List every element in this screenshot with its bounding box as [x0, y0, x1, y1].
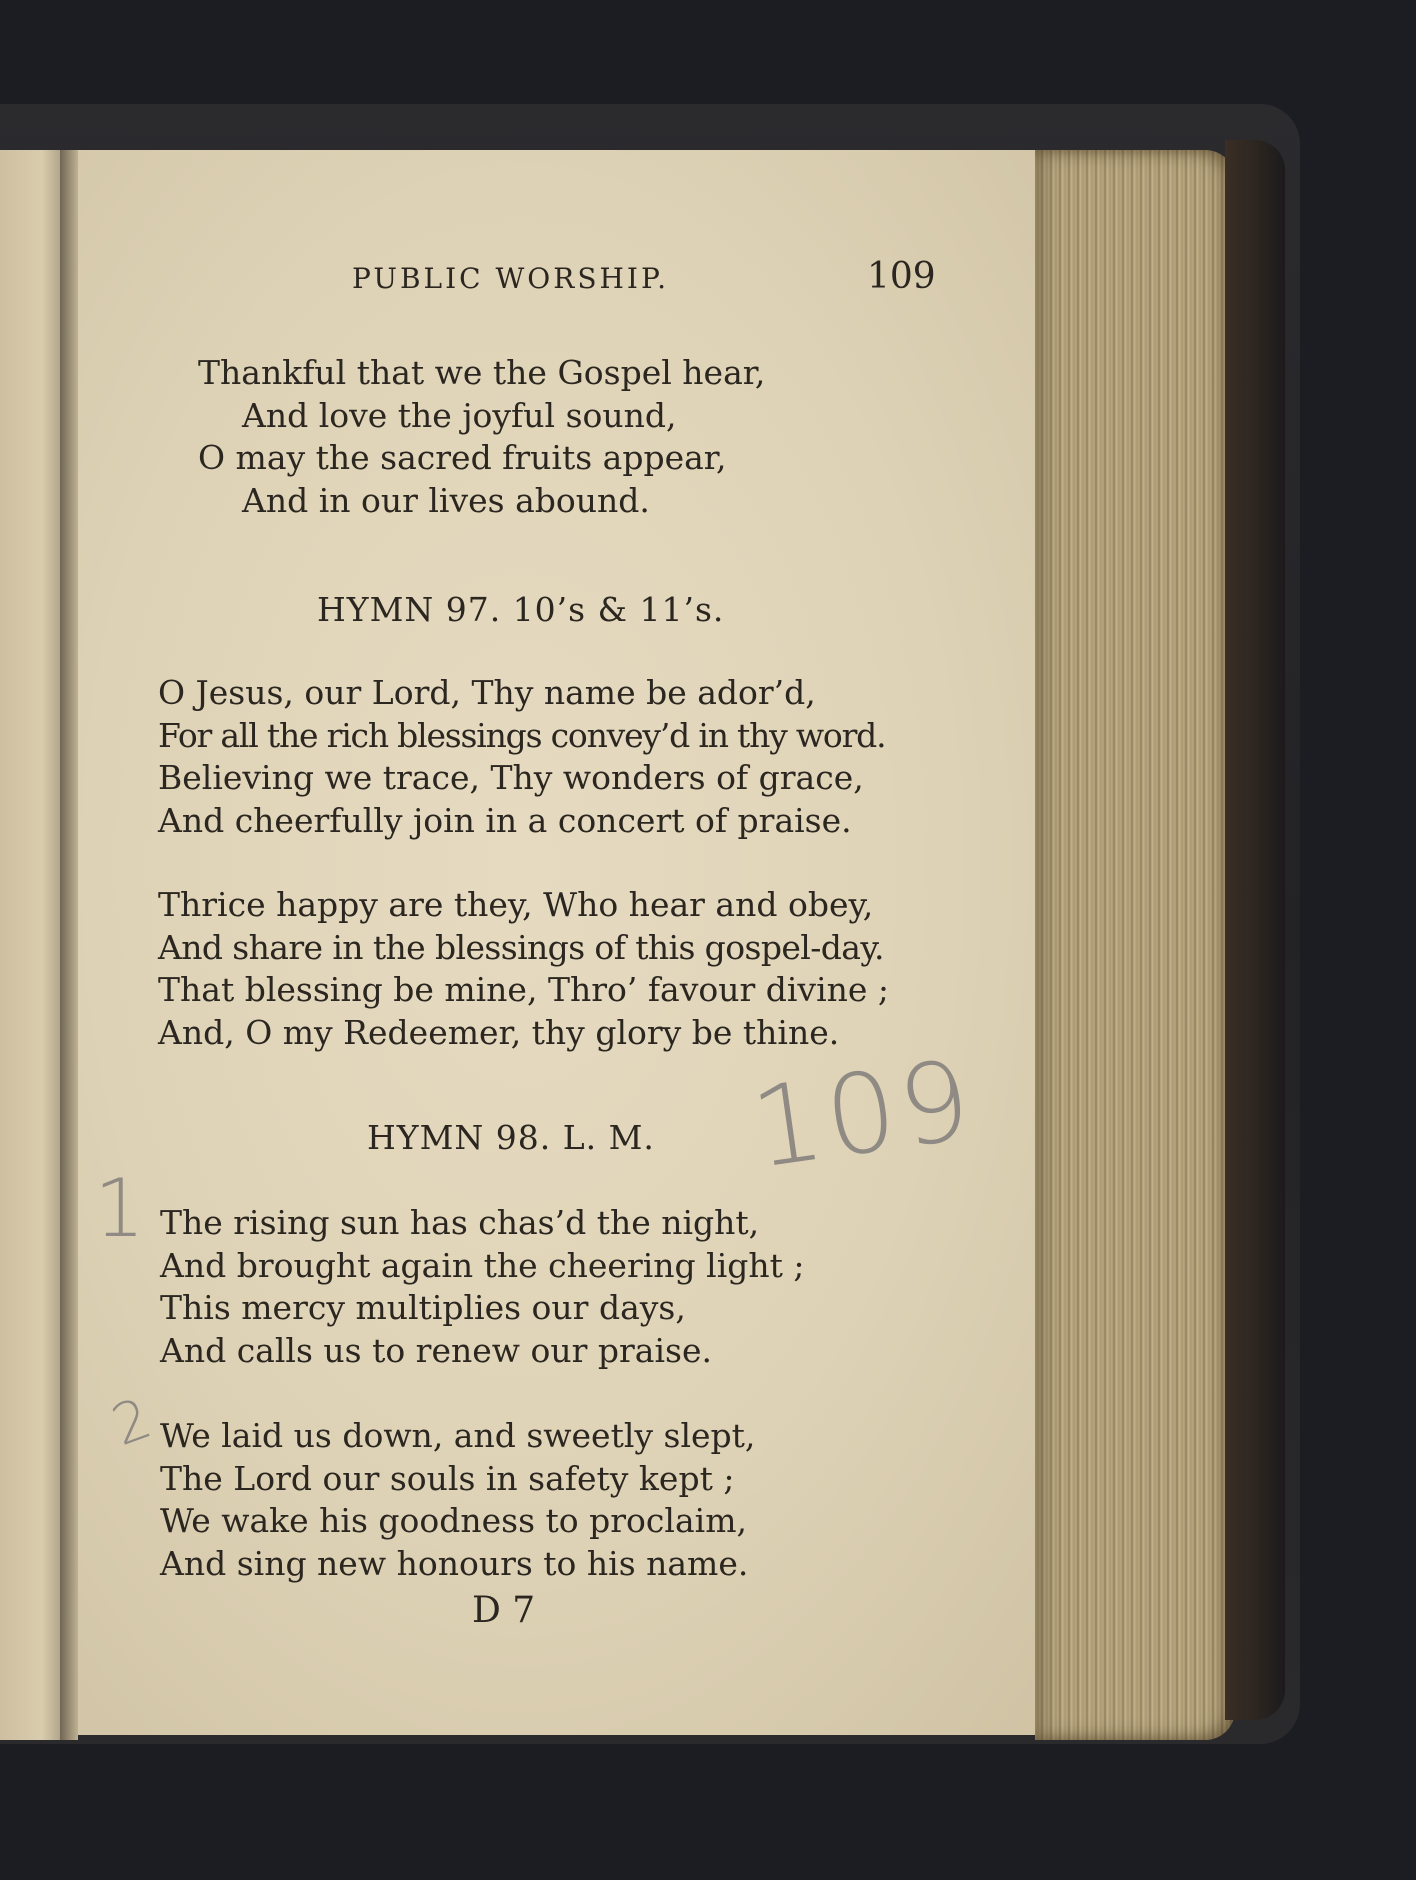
verse-line: We laid us down, and sweetly slept,	[160, 1416, 756, 1455]
running-head: PUBLIC WORSHIP.	[352, 262, 670, 295]
pencil-page-number: 109	[744, 1035, 982, 1193]
page-number: 109	[867, 256, 936, 297]
hymn-97-stanza-1	[158, 672, 1118, 842]
hymn-98-title: HYMN 98. L. M.	[367, 1118, 655, 1157]
hymn-97-title: HYMN 97. 10’s & 11’s.	[317, 590, 725, 629]
verse-line: And cheerfully join in a concert of praise.	[158, 800, 852, 840]
hymn-98-stanza-1	[160, 1202, 1120, 1372]
verse-line: And in our lives abound.	[242, 480, 650, 520]
verse-line: This mercy multiplies our days,	[160, 1288, 686, 1327]
verse-line: O may the sacred fruits appear,	[198, 438, 727, 477]
verse-line: And share in the blessings of this gospel-day.	[158, 927, 884, 967]
signature-mark: D 7	[472, 1590, 536, 1631]
pencil-mark-1: 1	[94, 1162, 145, 1255]
hymn-98-stanza-2	[160, 1415, 1120, 1585]
book-binding	[1225, 140, 1285, 1720]
verse-line: And, O my Redeemer, thy glory be thine.	[158, 1012, 840, 1052]
verse-line: Believing we trace, Thy wonders of grace,	[158, 758, 864, 797]
verse-line: The Lord our souls in safety kept ;	[160, 1458, 735, 1498]
verse-line: And calls us to renew our praise.	[160, 1330, 712, 1370]
stanza-continued	[198, 352, 1158, 522]
pencil-mark-2: 2	[103, 1385, 160, 1460]
hymn-97-stanza-2	[158, 884, 1118, 1054]
verse-line: For all the rich blessings convey’d in thy word.	[158, 715, 886, 755]
verse-line: O Jesus, our Lord, Thy name be ador’d,	[158, 673, 816, 712]
verse-line: Thankful that we the Gospel hear,	[198, 353, 766, 392]
verse-line: Thrice happy are they, Who hear and obey,	[158, 885, 874, 924]
verse-line: We wake his goodness to proclaim,	[160, 1501, 747, 1540]
verse-line: And sing new honours to his name.	[160, 1543, 749, 1583]
page-content	[72, 150, 1072, 1735]
verse-line: And brought again the cheering light ;	[160, 1245, 805, 1285]
verse-line: The rising sun has chas’d the night,	[160, 1203, 760, 1242]
verse-line: That blessing be mine, Thro’ favour divine ;	[158, 970, 890, 1009]
verse-line: And love the joyful sound,	[242, 395, 677, 435]
